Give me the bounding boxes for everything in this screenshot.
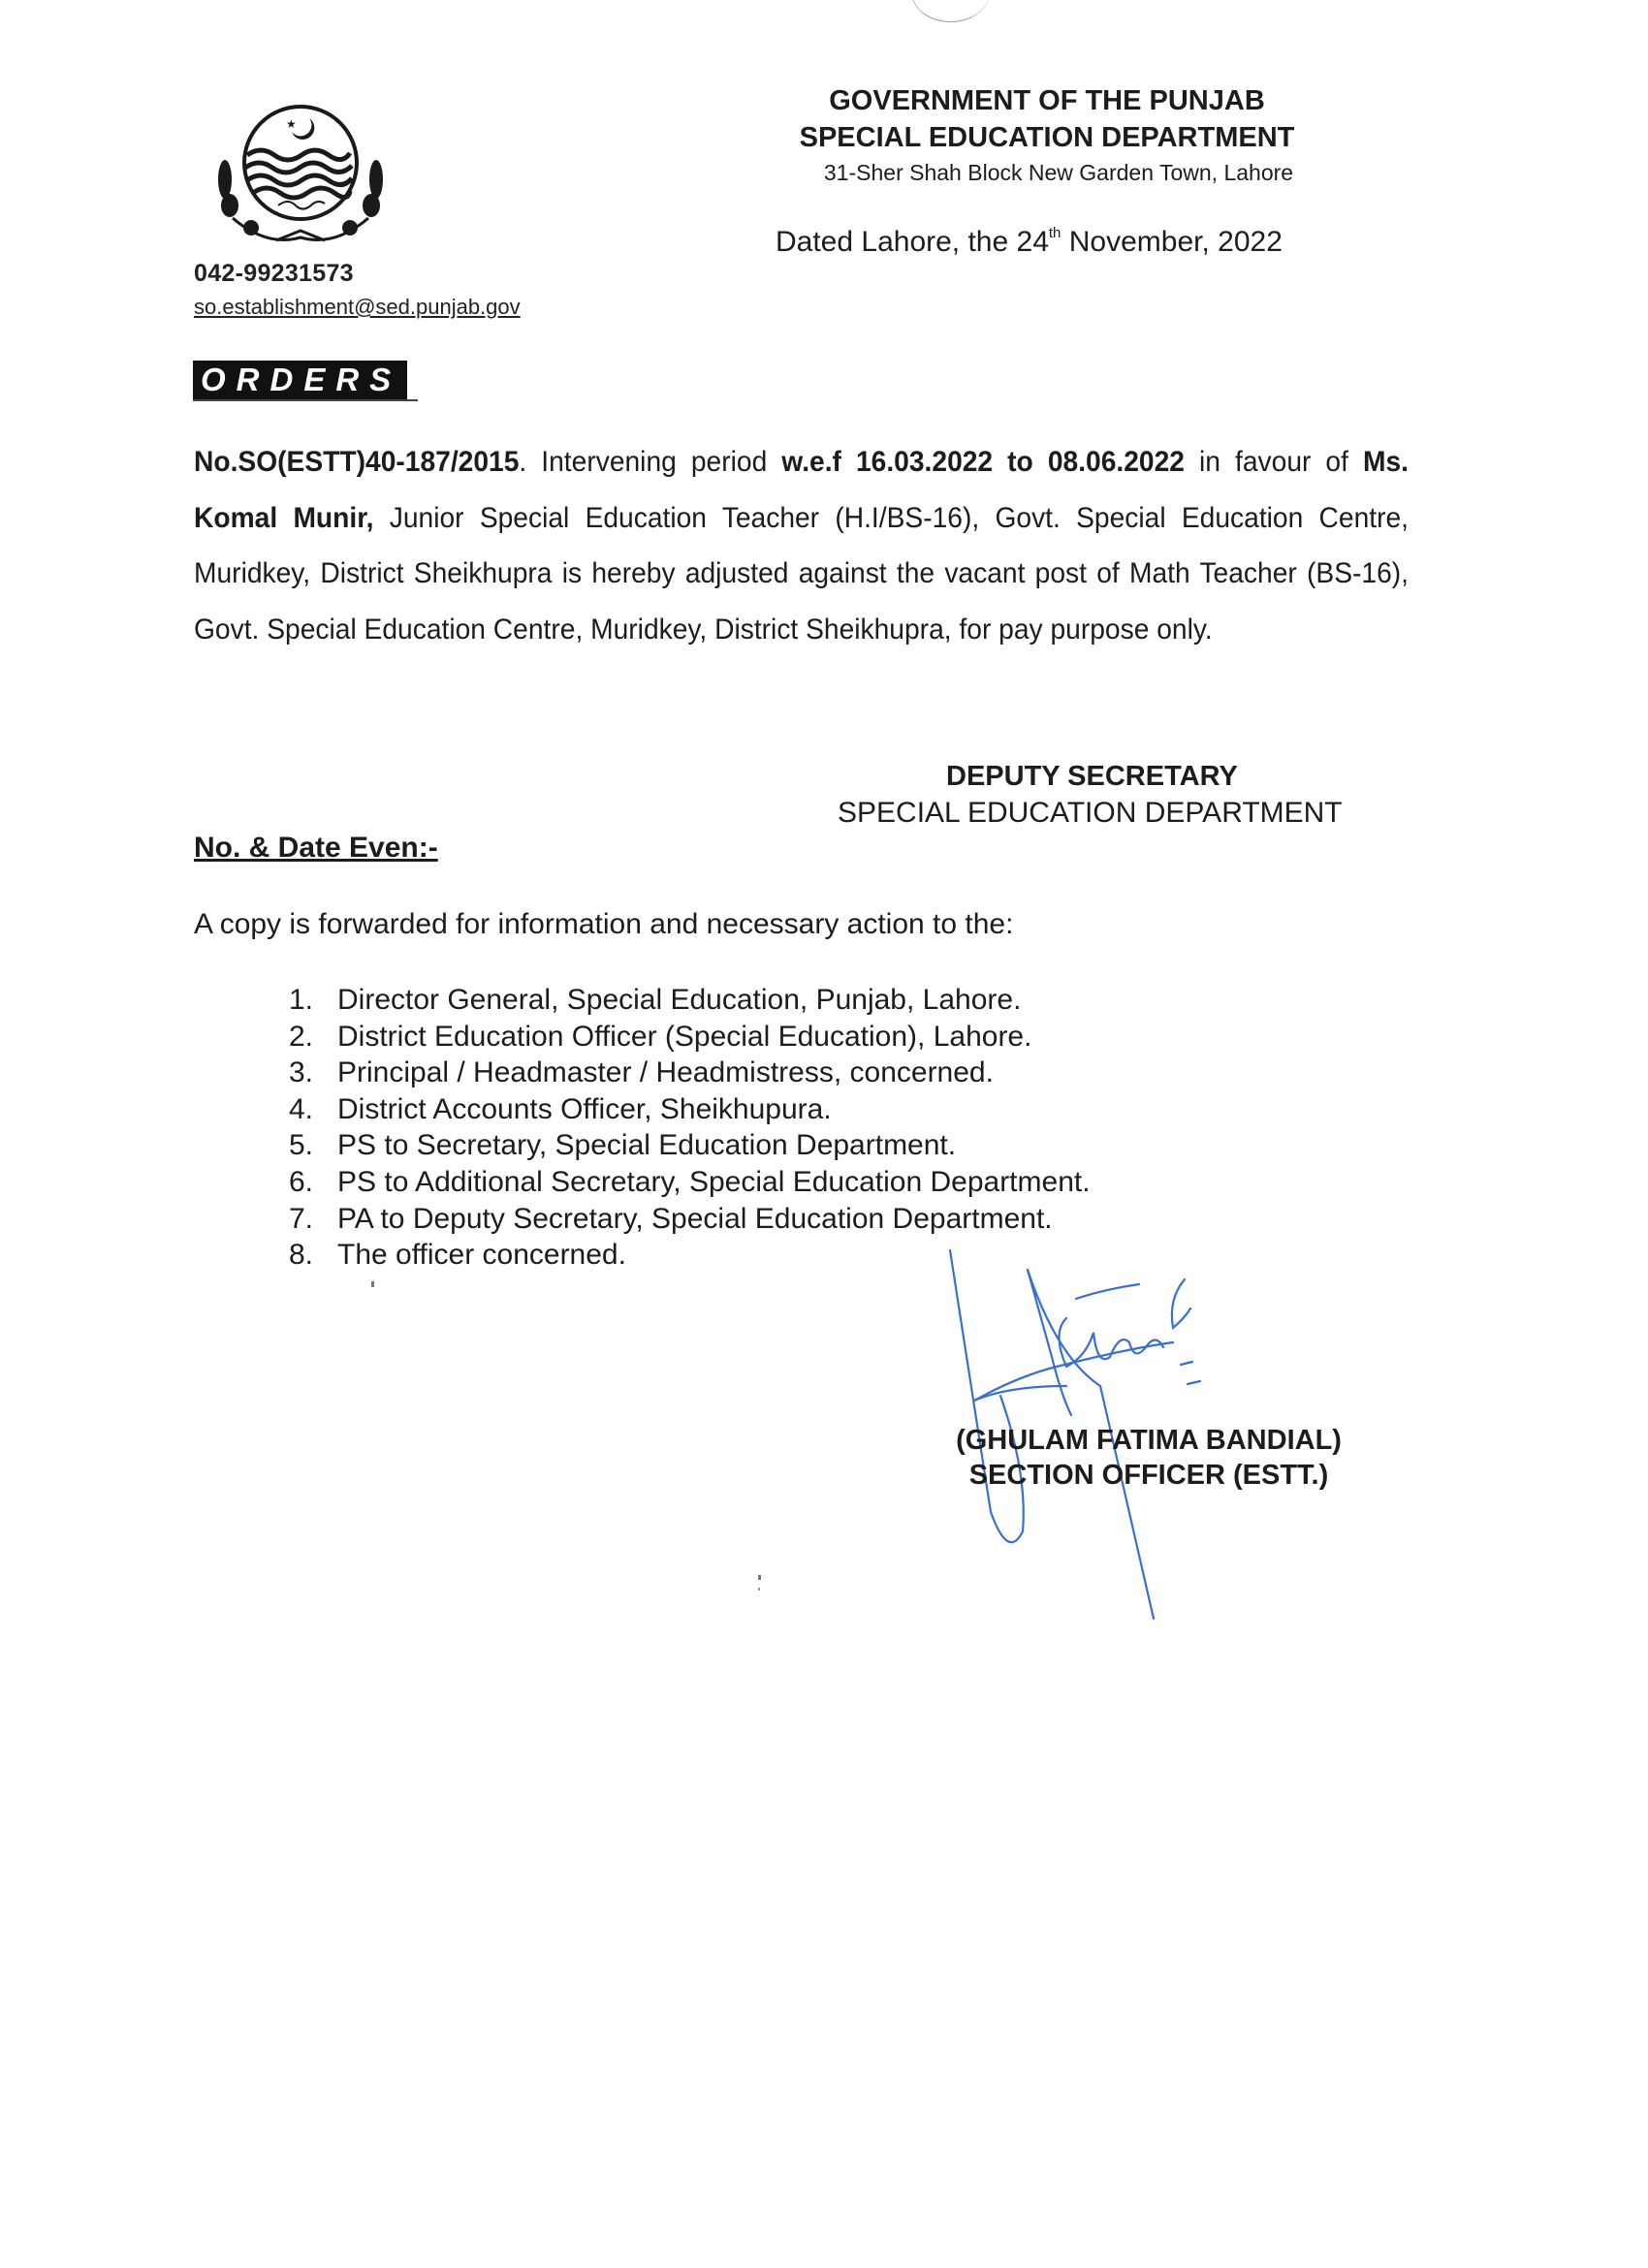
email-link[interactable]: so.establishment@sed.punjab.gov xyxy=(194,295,521,319)
list-item-text: PA to Deputy Secretary, Special Education Department. xyxy=(337,1202,1053,1235)
list-item xyxy=(289,982,1091,1019)
department-address: 31-Sher Shah Block New Garden Town, Lahore xyxy=(823,160,1294,185)
order-period: w.e.f 16.03.2022 to 08.06.2022 xyxy=(781,446,1185,478)
issuer-block xyxy=(838,761,1435,830)
list-item xyxy=(289,1127,1091,1164)
employee-name: Ms. Komal Munir, xyxy=(194,446,1410,534)
copy-forwarded-intro: A copy is forwarded for information and necessary action to the: xyxy=(194,908,1014,940)
punjab-emblem-logo xyxy=(208,97,393,247)
department-title: SPECIAL EDUCATION DEPARTMENT xyxy=(799,122,1295,153)
scan-speck xyxy=(758,1588,760,1591)
order-body-paragraph xyxy=(194,434,1409,657)
signatory-name: (GHULAM FATIMA BANDIAL) xyxy=(956,1425,1342,1456)
list-item xyxy=(289,1201,1091,1238)
issuer-department: SPECIAL EDUCATION DEPARTMENT xyxy=(838,797,1343,829)
scan-speck xyxy=(371,1281,374,1287)
orders-underline xyxy=(193,399,418,401)
date-rest: November, 2022 xyxy=(1061,226,1283,258)
document-date xyxy=(776,225,1283,259)
list-item-text: PS to Secretary, Special Education Department. xyxy=(337,1129,957,1162)
list-item-number: 7. xyxy=(289,1202,314,1235)
order-text-1: . Intervening period xyxy=(519,446,782,478)
emblem-icon xyxy=(208,97,393,247)
copy-to-list xyxy=(289,982,1091,1274)
list-item xyxy=(289,1019,1091,1055)
issuer-title: DEPUTY SECRETARY xyxy=(946,761,1238,792)
orders-heading: ORDERS xyxy=(193,361,407,399)
svg-text:★: ★ xyxy=(286,117,297,131)
list-item-text: District Accounts Officer, Sheikhupura. xyxy=(337,1092,832,1125)
list-item-number: 3. xyxy=(289,1056,314,1089)
order-text-2: in favour of xyxy=(1184,446,1364,478)
scan-speck xyxy=(758,1575,761,1580)
list-item xyxy=(289,1091,1091,1128)
list-item-text: District Education Officer (Special Education), Lahore. xyxy=(337,1020,1032,1053)
list-item-number: 8. xyxy=(289,1239,314,1272)
list-item-text: PS to Additional Secretary, Special Education Department. xyxy=(337,1165,1091,1198)
list-item-number: 2. xyxy=(289,1020,314,1053)
order-number: No.SO(ESTT)40-187/2015 xyxy=(194,446,520,478)
list-item-number: 1. xyxy=(289,984,314,1016)
list-item-number: 4. xyxy=(289,1092,314,1125)
signatory-block xyxy=(911,1423,1386,1493)
list-item-number: 6. xyxy=(289,1165,314,1198)
no-date-even-heading: No. & Date Even:- xyxy=(194,832,438,864)
date-ordinal-suffix: th xyxy=(1048,225,1062,241)
government-title: GOVERNMENT OF THE PUNJAB xyxy=(829,85,1265,116)
list-item-text: The officer concerned. xyxy=(337,1239,626,1272)
scan-artifact xyxy=(911,0,990,22)
date-prefix: Dated Lahore, the 24 xyxy=(776,226,1049,258)
phone-number: 042-99231573 xyxy=(194,260,354,287)
list-item xyxy=(289,1055,1091,1091)
signatory-designation: SECTION OFFICER (ESTT.) xyxy=(968,1460,1329,1491)
order-text-3: Junior Special Education Teacher (H.I/BS-16), Govt. Special Education Centre, Muridkey, District Sheikhupra is hereby adjusted against the vacant post of Math Teacher (BS-16), Govt. Special Education Centre, Muridkey, District Sheikhupra, for pay purpose only. xyxy=(194,501,1410,646)
list-item-text: Principal / Headmaster / Headmistress, concerned. xyxy=(337,1056,994,1089)
list-item-text: Director General, Special Education, Punjab, Lahore. xyxy=(337,984,1022,1016)
list-item xyxy=(289,1164,1091,1201)
list-item-number: 5. xyxy=(289,1129,314,1162)
